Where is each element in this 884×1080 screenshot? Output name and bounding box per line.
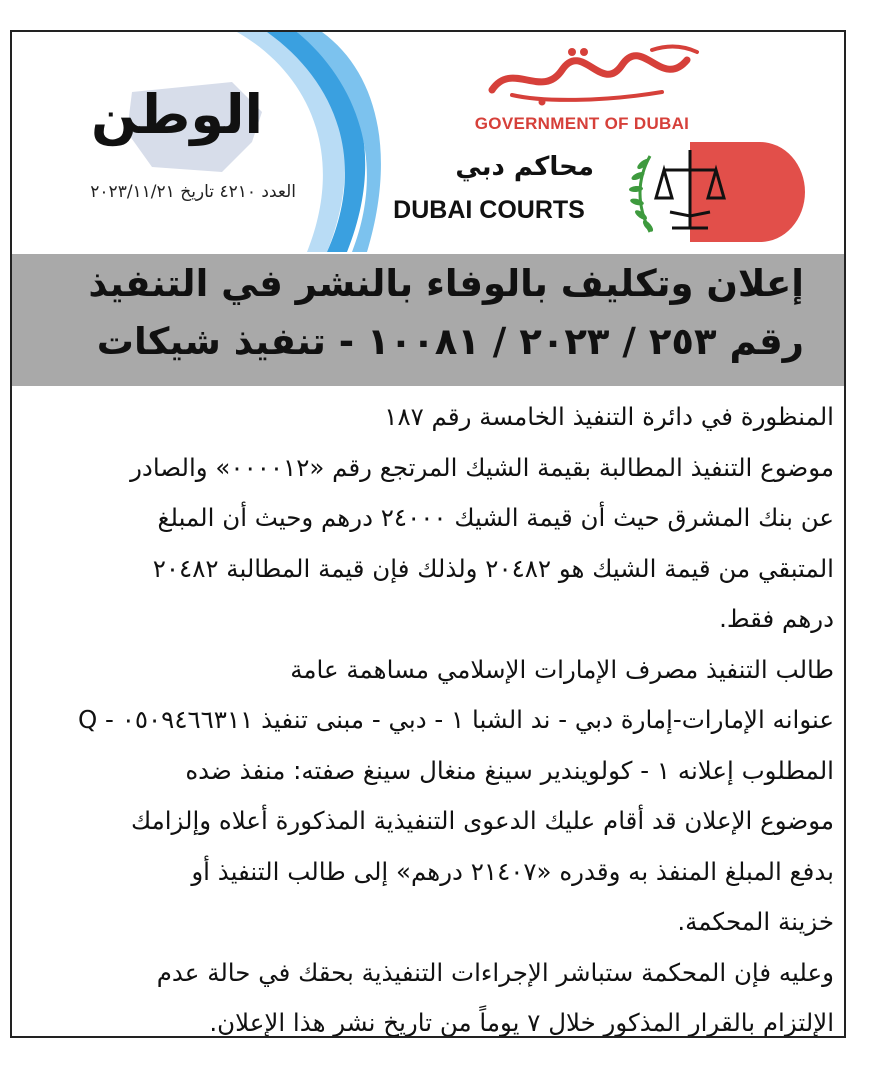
body-line: المتبقي من قيمة الشيك هو ٢٠٤٨٢ ولذلك فإن قيمة المطالبة ٢٠٤٨٢ <box>152 553 834 583</box>
dubai-courts-emblem-icon <box>610 136 810 246</box>
issue-number-date: العدد ٤٢١٠ تاريخ ٢٠٢٣/١١/٢١ <box>90 182 296 202</box>
body-line: عنوانه الإمارات-إمارة دبي - ند الشبا ١ - دبي - مبنى تنفيذ ٠٥٠٩٤٦٦٣١١ - Q <box>77 705 834 734</box>
body-line: عن بنك المشرق حيث أن قيمة الشيك ٢٤٠٠٠ درهم وحيث أن المبلغ <box>157 503 834 532</box>
body-line: طالب التنفيذ مصرف الإمارات الإسلامي مساهمة عامة <box>290 654 834 684</box>
body-line: درهم فقط. <box>719 604 834 633</box>
body-line: بدفع المبلغ المنفذ به وقدره «٢١٤٠٧ درهم» إلى طالب التنفيذ أو <box>191 856 834 886</box>
announcement-frame <box>10 30 846 1038</box>
body-line: المطلوب إعلانه ١ - كولويندير سينغ منغال سينغ صفته: منفذ ضده <box>185 755 834 785</box>
announcement-body <box>22 392 834 1038</box>
dubai-courts-wordmark <box>384 152 604 242</box>
title-line-2: رقم ٢٥٣ / ٢٠٢٣ / ١٠٠٨١ - تنفيذ شيكات <box>96 320 804 363</box>
body-line: موضوع الإعلان قد أقام عليك الدعوى التنفيذية المذكورة أعلاه وإلزامك <box>130 806 834 835</box>
government-english-name: GOVERNMENT OF DUBAI <box>474 114 690 133</box>
body-line: خزينة المحكمة. <box>677 907 834 936</box>
government-of-dubai-logo <box>452 40 712 140</box>
announcement-title-band <box>12 254 844 386</box>
newspaper-logo: الوطن <box>90 83 264 146</box>
body-line: المنظورة في دائرة التنفيذ الخامسة رقم ١٨٧ <box>384 402 834 431</box>
courts-english-name: DUBAI COURTS <box>393 196 585 224</box>
body-line: وعليه فإن المحكمة ستباشر الإجراءات التنفيذية بحقك في حالة عدم <box>156 957 834 987</box>
body-line: الإلتزام بالقرار المذكور خلال ٧ يوماً من تاريخ نشر هذا الإعلان. <box>209 1008 834 1037</box>
government-calligraphy-icon <box>452 40 712 110</box>
announcement-header <box>12 32 844 252</box>
title-line-1: إعلان وتكليف بالوفاء بالنشر في التنفيذ <box>88 262 804 305</box>
courts-arabic-name: محاكم دبي <box>455 152 594 182</box>
body-line: موضوع التنفيذ المطالبة بقيمة الشيك المرتجع رقم «٠٠٠٠١٢» والصادر <box>130 452 834 482</box>
